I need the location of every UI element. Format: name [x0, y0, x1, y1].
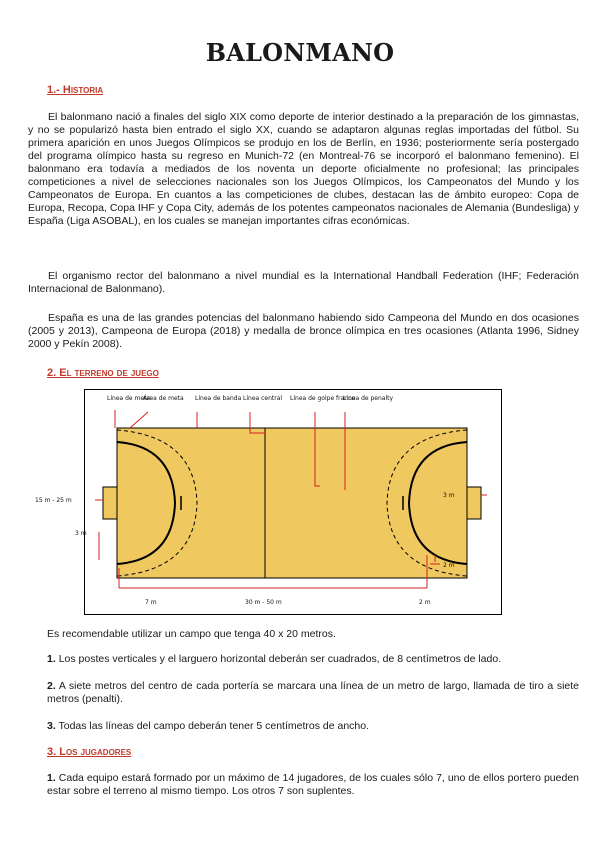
label-linea-central: Línea central: [243, 395, 283, 402]
heading-terreno: 2. El terreno de juego: [47, 367, 159, 379]
label-area-meta: Área de meta: [143, 395, 184, 402]
terreno-rule-3: [47, 720, 579, 733]
paragraph-historia-1: El balonmano nació a finales del siglo XIX como deporte de interior destinado a la preparación de los gimnastas, y no se popularizó hasta bien entrado el siglo XX, cuando se adaptaron algunas reglas importadas del fútbol. Su primera aparición en unos Juegos Olímpicos se produjo en los de Berlín, en 1936; posteriormente sería postergado del programa olímpico hasta su regreso en Munich-72 (en Montreal-76 se incorporó el balonmano femenino). El balonmano era todavía a mediados de los noventa un deporte oficialmente no profesional; las principales competiciones a nivel de selecciones nacionales son los Juegos Olímpicos, los Campeonatos del Mundo y los Campeonatos de Europa. En cuantos a las competiciones de clubes, destacan las de ámbito europeo: Copa de Europa, Recopa, Copa IHF y Copa City, además de los potentes campeonatos nacionales de Alemania (Bundesliga) y España (Liga ASOBAL), en los cuales se manejan importantes cifras económicas.: [28, 111, 579, 227]
label-penalty: Línea de penalty: [343, 395, 394, 402]
rule-text: Todas las líneas del campo deberán tener 5 centímetros de ancho.: [58, 720, 370, 732]
paragraph-historia-3: España es una de las grandes potencias del balonmano habiendo sido Campeona del Mundo en dos ocasiones (2005 y 2013), Campeona de Europa (2018) y medalla de bronce olímpica en tres ocasiones (Atlanta 1996, Sidney 2000 y Pekín 2008).: [28, 312, 579, 350]
terreno-intro: Es recomendable utilizar un campo que tenga 40 x 20 metros.: [47, 628, 336, 640]
rule-text: Los postes verticales y el larguero horizontal deberán ser cuadrados, de 8 centímetros de lado.: [58, 653, 502, 665]
rule-number: 2.: [47, 680, 56, 692]
label-golpe-franco: Línea de golpe franco: [290, 395, 356, 402]
label-linea-banda: Línea de banda: [195, 395, 242, 402]
rule-number: 1.: [47, 653, 56, 665]
jugadores-rule-1: [47, 772, 579, 798]
terreno-rule-2: [47, 680, 579, 706]
right-goal: [467, 487, 481, 519]
label-largo: 30 m - 50 m: [245, 599, 282, 606]
paragraph-historia-2: El organismo rector del balonmano a nivel mundial es la International Handball Federation (IHF; Federación Internacional de Balonmano).: [28, 270, 579, 295]
label-2m: 2 m: [443, 562, 455, 569]
label-2m-bottom: 2 m: [419, 599, 431, 606]
label-ancho: 15 m - 25 m: [35, 497, 72, 504]
heading-historia: 1.- Historia: [47, 84, 104, 96]
page-title: BALONMANO: [205, 38, 395, 67]
rule-text: A siete metros del centro de cada portería se marcara una línea de un metro de largo, llamada de tiro a siete metros (penalti).: [47, 680, 579, 705]
court-field: [117, 428, 467, 578]
rule-number: 1.: [47, 772, 56, 784]
terreno-rule-1: [47, 653, 579, 666]
rule-number: 3.: [47, 720, 56, 732]
label-linea-meta: Línea de meta: [107, 395, 151, 402]
label-3m-right: 3 m: [443, 492, 455, 499]
label-3m-left: 3 m: [75, 530, 87, 537]
left-goal: [103, 487, 117, 519]
court-diagram: [35, 389, 502, 615]
label-7m: 7 m: [145, 599, 157, 606]
heading-jugadores: 3. Los jugadores: [47, 746, 132, 758]
rule-text: Cada equipo estará formado por un máximo de 14 jugadores, de los cuales sólo 7, uno de ellos portero pueden estar sobre el terreno al mismo tiempo. Los otros 7 son suplentes.: [47, 772, 580, 797]
